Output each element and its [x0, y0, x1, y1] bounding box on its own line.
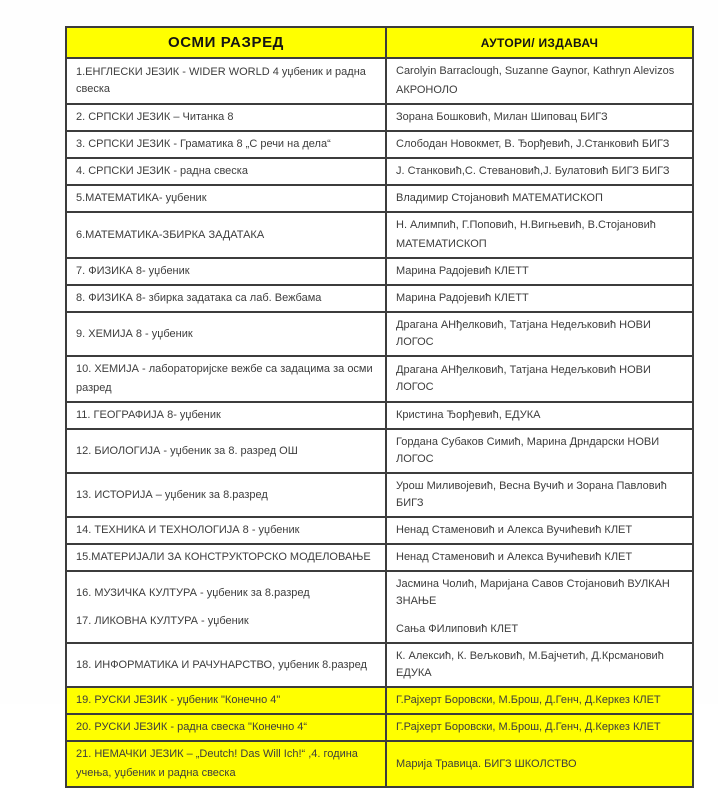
authors-cell	[386, 104, 693, 131]
table-row	[66, 212, 693, 258]
subject-cell	[66, 285, 386, 312]
authors-cell-line: Ј. Станковић,С. Стевановић,Ј. Булатовић БИГЗ БИГЗ	[396, 165, 670, 177]
subject-cell-line: 20. РУСКИ ЈЕЗИК - радна свеска "Конечно 4“	[76, 721, 308, 733]
subject-cell	[66, 185, 386, 212]
authors-cell	[386, 402, 693, 429]
table-row	[66, 429, 693, 473]
subject-cell	[66, 473, 386, 517]
authors-cell-line: Владимир Стојановић МАТЕМАТИСКОП	[396, 192, 603, 204]
subject-cell-line: 21. НЕМАЧКИ ЈЕЗИК – „Deutch! Das Will Ich!“ ,4. година	[76, 748, 358, 760]
table-row	[66, 741, 693, 787]
authors-cell-line: К. Алексић, К. Вељковић, М.Бајчетић, Д.Крсмановић ЕДУКА	[396, 650, 664, 679]
table-row	[66, 158, 693, 185]
subject-cell-line: 2. СРПСКИ ЈЕЗИК – Читанка 8	[76, 111, 234, 123]
subject-cell	[66, 714, 386, 741]
authors-cell	[386, 285, 693, 312]
authors-cell	[386, 687, 693, 714]
subject-cell-line: 13. ИСТОРИЈА – уџбеник за 8.разред	[76, 488, 268, 501]
table-row	[66, 285, 693, 312]
subject-cell	[66, 571, 386, 643]
authors-cell	[386, 185, 693, 212]
subject-cell-line: 12. БИОЛОГИЈА - уџбеник за 8. разред ОШ	[76, 444, 298, 457]
authors-cell-line: Драгана АНђелковић, Татјана Недељковић НОВИ ЛОГОС	[396, 364, 651, 393]
authors-cell-line: Марија Травица. БИГЗ ШКОЛСТВО	[396, 757, 577, 770]
subject-cell-line: 5.МАТЕМАТИКА- уџбеник	[76, 192, 207, 204]
authors-cell	[386, 714, 693, 741]
subject-cell-line: 15.МАТЕРИЈАЛИ ЗА КОНСТРУКТОРСКО МОДЕЛОВАЊЕ	[76, 551, 371, 563]
subject-cell-line: 14. ТЕХНИКА И ТЕХНОЛОГИЈА 8 - уџбеник	[76, 524, 300, 536]
subject-cell-line: 6.МАТЕМАТИКА-ЗБИРКА ЗАДАТАКА	[76, 228, 265, 241]
subject-cell	[66, 544, 386, 571]
table-row	[66, 571, 693, 643]
subject-cell	[66, 58, 386, 104]
subject-cell	[66, 517, 386, 544]
table-row	[66, 473, 693, 517]
authors-cell-line: Г.Рајхерт Боровски, М.Брош, Д.Генч, Д.Керкез КЛЕТ	[396, 694, 661, 706]
authors-cell	[386, 58, 693, 104]
authors-cell-line: МАТЕМАТИСКОП	[396, 238, 487, 250]
subject-cell-line: учења, уџбеник и радна свеска	[76, 767, 236, 779]
authors-cell	[386, 473, 693, 517]
subject-cell	[66, 429, 386, 473]
authors-cell	[386, 741, 693, 787]
table-row	[66, 312, 693, 356]
header-authors-column: АУТОРИ/ ИЗДАВАЧ	[386, 27, 693, 58]
subject-cell	[66, 158, 386, 185]
table-body	[66, 58, 693, 787]
authors-cell-line: Слободан Новокмет, В. Ђорђевић, Ј.Станковић БИГЗ	[396, 138, 670, 150]
authors-cell	[386, 517, 693, 544]
subject-cell	[66, 131, 386, 158]
subject-cell-line: 4. СРПСКИ ЈЕЗИК - радна свеска	[76, 165, 248, 177]
subject-cell	[66, 312, 386, 356]
authors-cell-line: Г.Рајхерт Боровски, М.Брош, Д.Генч, Д.Керкез КЛЕТ	[396, 721, 661, 733]
authors-cell-line: Марина Радојевић КЛЕТТ	[396, 292, 529, 304]
table-row	[66, 402, 693, 429]
header-grade-column: ОСМИ РАЗРЕД	[66, 27, 386, 58]
subject-cell-line: 18. ИНФОРМАТИКА И РАЧУНАРСТВО, уџбеник 8.разред	[76, 658, 367, 671]
authors-cell-line: Н. Алимпић, Г.Поповић, Н.Вигњевић, В.Стојановић	[396, 219, 656, 231]
table-row	[66, 544, 693, 571]
subject-cell-line: разред	[76, 382, 112, 394]
authors-cell	[386, 212, 693, 258]
subject-cell-line: 8. ФИЗИКА 8- збирка задатака са лаб. Вежбама	[76, 292, 322, 304]
authors-cell-line: Зорана Бошковић, Милан Шиповац БИГЗ	[396, 111, 608, 123]
authors-cell	[386, 158, 693, 185]
table-row	[66, 687, 693, 714]
table-header	[66, 27, 693, 58]
authors-cell-line: Сања ФИлиповић КЛЕТ	[396, 623, 519, 635]
subject-cell-line: 3. СРПСКИ ЈЕЗИК - Граматика 8 „С речи на дела“	[76, 138, 331, 150]
authors-cell	[386, 131, 693, 158]
table-row	[66, 185, 693, 212]
authors-cell	[386, 356, 693, 402]
table-row	[66, 104, 693, 131]
authors-cell-line: Ненад Стаменовић и Алекса Вучићевић КЛЕТ	[396, 551, 633, 563]
authors-cell-line: Марина Радојевић КЛЕТТ	[396, 265, 529, 277]
subject-cell-line: 19. РУСКИ ЈЕЗИК - уџбеник "Конечно 4"	[76, 694, 281, 706]
table-row	[66, 643, 693, 687]
table-row	[66, 517, 693, 544]
subject-cell-line: 17. ЛИКОВНА КУЛТУРА - уџбеник	[76, 614, 249, 627]
authors-cell	[386, 429, 693, 473]
authors-cell-line: Гордана Субаков Симић, Марина Дрндарски НОВИ ЛОГОС	[396, 436, 660, 465]
subject-cell	[66, 356, 386, 402]
authors-cell-line: Кристина Ђорђевић, ЕДУКА	[396, 409, 541, 421]
subject-cell-line: 1.ЕНГЛЕСКИ ЈЕЗИК - WIDER WORLD 4 уџбеник и радна свеска	[76, 66, 366, 95]
subject-cell	[66, 687, 386, 714]
subject-cell-line: 7. ФИЗИКА 8- уџбеник	[76, 265, 190, 277]
subject-cell	[66, 104, 386, 131]
table-row	[66, 258, 693, 285]
subject-cell	[66, 741, 386, 787]
textbook-table	[65, 26, 694, 788]
authors-cell	[386, 312, 693, 356]
authors-cell-line: Carolyin Barraclough, Suzanne Gaynor, Kathryn Alevizos	[396, 65, 675, 77]
authors-cell-line: Ненад Стаменовић и Алекса Вучићевић КЛЕТ	[396, 524, 633, 536]
authors-cell-line: Урош Миливојевић, Весна Вучић и Зорана Павловић БИГЗ	[396, 480, 667, 509]
authors-cell	[386, 643, 693, 687]
table-row	[66, 58, 693, 104]
authors-cell	[386, 571, 693, 643]
subject-cell	[66, 643, 386, 687]
subject-cell	[66, 402, 386, 429]
subject-cell-line: 9. ХЕМИЈА 8 - уџбеник	[76, 327, 193, 340]
subject-cell-line: 11. ГЕОГРАФИЈА 8- уџбеник	[76, 409, 221, 421]
subject-cell	[66, 212, 386, 258]
authors-cell	[386, 258, 693, 285]
subject-cell	[66, 258, 386, 285]
table-row	[66, 356, 693, 402]
table-row	[66, 131, 693, 158]
subject-cell-line: 16. МУЗИЧКА КУЛТУРА - уџбеник за 8.разред	[76, 586, 310, 599]
authors-cell-line: Јасмина Чолић, Маријана Савов Стојановић ВУЛКАН ЗНАЊЕ	[396, 578, 670, 607]
authors-cell-line: Драгана АНђелковић, Татјана Недељковић НОВИ ЛОГОС	[396, 319, 651, 348]
authors-cell-line: АКРОНОЛО	[396, 84, 458, 96]
authors-cell	[386, 544, 693, 571]
table-row	[66, 714, 693, 741]
header-row	[66, 27, 693, 58]
subject-cell-line: 10. ХЕМИЈА - лабораторијске вежбе са задацима за осми	[76, 363, 373, 375]
